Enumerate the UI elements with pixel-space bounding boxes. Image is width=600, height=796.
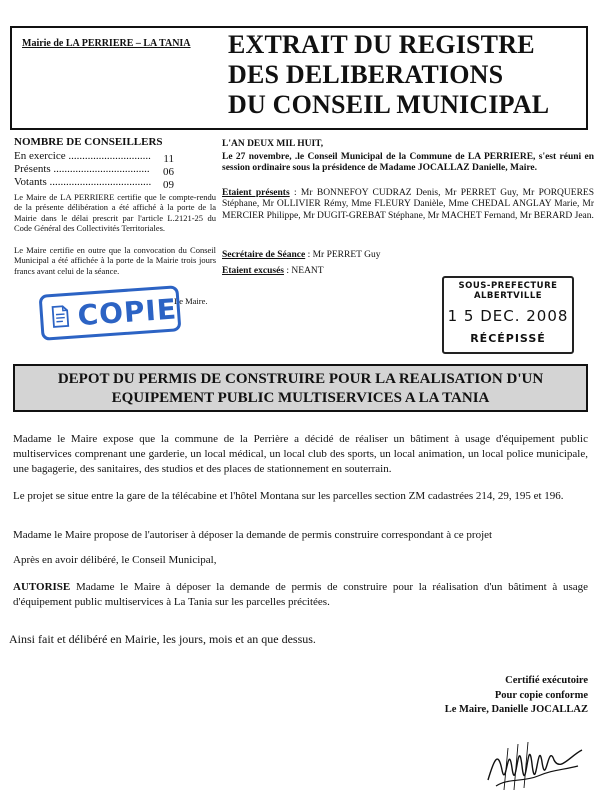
secretaire-label: Secrétaire de Séance — [222, 250, 306, 260]
mairie-name: Mairie de LA PERRIERE – LA TANIA — [22, 38, 191, 49]
body-paragraph-autorise — [13, 580, 588, 610]
conseillers-row-votants — [14, 176, 174, 191]
presents-list: : Mr BONNEFOY CUDRAZ Denis, Mr PERRET Guy, Mr PORQUERES Stéphane, Mr OLLIVIER Rémy, Mme FLEURY Danièle, Mme CHEDAL ANGLAY Marie, Mr MERCIER Philippe, Mr DUGIT-GREBAT Stéphane, Mr MACHET Fernand, Mr BERARD Jean. — [222, 188, 595, 221]
copie-stamp — [39, 285, 182, 341]
session-intro: Le 27 novembre, .le Conseil Municipal de la Commune de LA PERRIERE, s'est réuni en session ordinaire sous la présidence de Madame JOCALLAZ Danielle, Maire. — [222, 152, 594, 174]
body-paragraph-4: Après en avoir délibéré, le Conseil Municipal, — [13, 554, 217, 566]
subject-line-1: DEPOT DU PERMIS DE CONSTRUIRE POUR LA REALISATION D'UN — [57, 371, 544, 387]
closing-formula: Ainsi fait et délibéré en Mairie, les jours, mois et an que dessus. — [9, 632, 316, 646]
subject-line-2: EQUIPEMENT PUBLIC MULTISERVICES A LA TANIA — [111, 390, 490, 406]
session-year: L'AN DEUX MIL HUIT, — [222, 139, 324, 149]
excuses-label: Etaient excusés — [222, 266, 285, 276]
document-icon — [50, 300, 71, 333]
copie-conforme: Pour copie conforme — [494, 689, 588, 701]
conseillers-title: NOMBRE DE CONSEILLERS — [14, 136, 163, 148]
body-paragraph-2: Le projet se situe entre la gare de la télécabine et l'hôtel Montana sur les parcelles section ZM cadastrées 214, 29, 195 et 196. — [13, 490, 564, 502]
autorise-text: Madame le Maire à déposer la demande de permis de construire pour la réalisation d'un bâtiment à usage d'équipement public multiservices à La Tania sur les parcelles précitées. — [13, 581, 588, 608]
row-value: 06 — [163, 166, 174, 178]
title-line-2: DES DELIBERATIONS — [228, 60, 504, 89]
title-line-1: EXTRAIT DU REGISTRE — [228, 30, 535, 59]
stamp-line-3: RÉCÉPISSÉ — [470, 332, 546, 345]
row-label: Votants ..................................... — [14, 176, 152, 188]
row-label: En exercice .............................. — [14, 150, 151, 162]
document-title — [228, 30, 549, 120]
stamp-line-2: ALBERTVILLE — [473, 291, 543, 301]
maire-signature-left: Le Maire. — [174, 296, 208, 306]
row-label: Présents ................................... — [14, 163, 150, 175]
excuses-value: : NEANT — [284, 266, 324, 276]
presents-label: Etaient présents — [222, 188, 290, 198]
secretaire-name: : Mr PERRET Guy — [305, 250, 381, 260]
sous-prefecture-stamp — [442, 276, 574, 354]
certification-convocation: Le Maire certifie en outre que la convocation du Conseil Municipal a été affichée à la porte de la Mairie trois jours francs avant celui de la séance. — [14, 245, 216, 276]
body-paragraph-3: Madame le Maire propose de l'autoriser à déposer la demande de permis construire correspondant à ce projet — [13, 529, 493, 541]
stamp-date: 1 5 DEC. 2008 — [447, 307, 569, 325]
session-presents — [222, 188, 594, 222]
closing-block — [445, 674, 588, 718]
body-paragraph-1: Madame le Maire expose que la commune de la Perrière a décidé de réaliser un bâtiment à usage d'équipement public multiservices comprenant une garderie, un local médical, un local club des sports, un local animation, un local police municipale, une bagagerie, des sanitaires, des studios et des places de stationnement en souterrain. — [13, 433, 588, 475]
session-secretaire — [222, 250, 594, 261]
row-value: 11 — [163, 153, 174, 165]
autorise-label: AUTORISE — [13, 581, 71, 593]
maire-name: Le Maire, Danielle JOCALLAZ — [444, 704, 588, 715]
certifie-executoire: Certifié exécutoire — [505, 675, 588, 686]
copie-label: COPIE — [76, 291, 178, 332]
subject-box — [13, 364, 588, 412]
row-value: 09 — [163, 179, 174, 191]
certification-affichage: Le Maire de LA PERRIERE certifie que le compte-rendu de la présente délibération a été affiché à la porte de la Mairie dans le délai prescrit par l'article L.2121-25 du Code Général des Collectivités Territoriales. — [14, 192, 216, 233]
title-line-3: DU CONSEIL MUNICIPAL — [228, 90, 550, 119]
handwritten-signature — [478, 720, 588, 792]
stamp-line-1: SOUS-PREFECTURE — [458, 281, 558, 291]
